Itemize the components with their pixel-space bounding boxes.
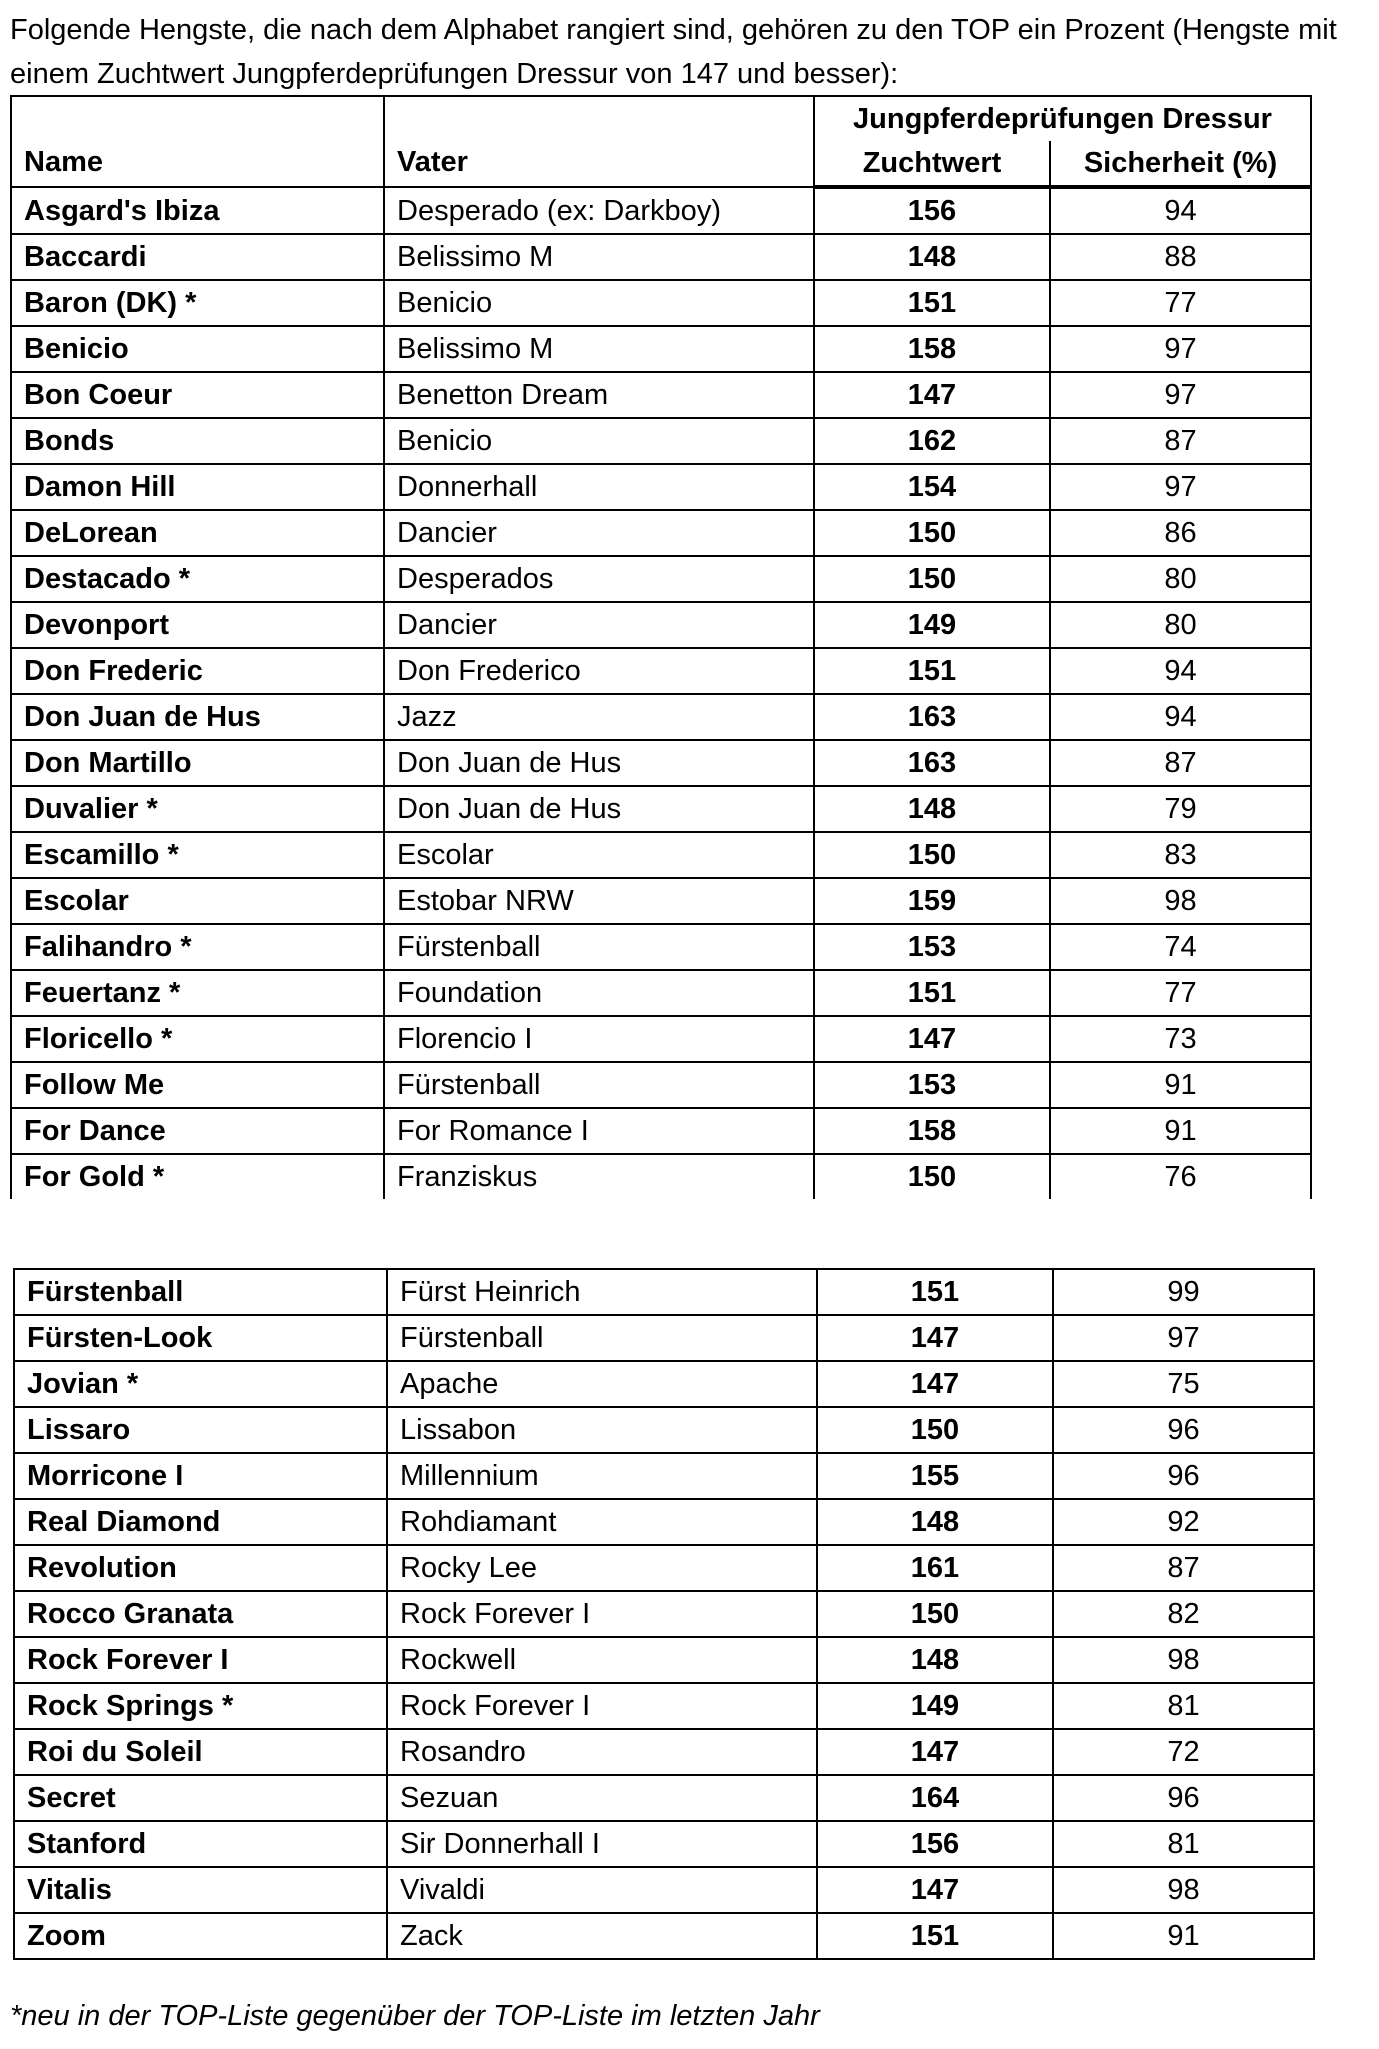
cell-vater: Benicio xyxy=(384,280,814,326)
cell-vater: Fürstenball xyxy=(384,924,814,970)
cell-zuchtwert: 151 xyxy=(814,970,1050,1016)
cell-vater: Jazz xyxy=(384,694,814,740)
table-row xyxy=(14,1775,1314,1821)
column-header-zuchtwert: Zuchtwert xyxy=(814,141,1050,187)
table-row xyxy=(11,464,1311,510)
table-row xyxy=(14,1545,1314,1591)
table-row xyxy=(14,1729,1314,1775)
table-row xyxy=(11,510,1311,556)
cell-name: Destacado * xyxy=(11,556,384,602)
column-group-header: Jungpferdeprüfungen Dressur xyxy=(814,96,1311,141)
cell-name: Damon Hill xyxy=(11,464,384,510)
cell-vater: Dancier xyxy=(384,602,814,648)
cell-zuchtwert: 162 xyxy=(814,418,1050,464)
cell-sicherheit: 77 xyxy=(1050,970,1311,1016)
cell-name: Duvalier * xyxy=(11,786,384,832)
cell-zuchtwert: 150 xyxy=(814,1154,1050,1199)
cell-zuchtwert: 149 xyxy=(817,1683,1053,1729)
cell-vater: Dancier xyxy=(384,510,814,556)
cell-zuchtwert: 148 xyxy=(814,234,1050,280)
cell-zuchtwert: 147 xyxy=(814,372,1050,418)
cell-sicherheit: 81 xyxy=(1053,1683,1314,1729)
table-row xyxy=(11,924,1311,970)
cell-zuchtwert: 147 xyxy=(817,1867,1053,1913)
table-row xyxy=(11,326,1311,372)
cell-zuchtwert: 151 xyxy=(814,280,1050,326)
cell-zuchtwert: 151 xyxy=(817,1913,1053,1959)
cell-name: Baccardi xyxy=(11,234,384,280)
table-row xyxy=(11,602,1311,648)
cell-vater: Benicio xyxy=(384,418,814,464)
table-row xyxy=(14,1407,1314,1453)
cell-sicherheit: 72 xyxy=(1053,1729,1314,1775)
table-row xyxy=(11,372,1311,418)
table-row xyxy=(11,1062,1311,1108)
table-row xyxy=(11,1154,1311,1199)
cell-name: Revolution xyxy=(14,1545,387,1591)
cell-zuchtwert: 150 xyxy=(817,1591,1053,1637)
cell-sicherheit: 91 xyxy=(1053,1913,1314,1959)
cell-vater: Foundation xyxy=(384,970,814,1016)
cell-sicherheit: 94 xyxy=(1050,694,1311,740)
cell-zuchtwert: 154 xyxy=(814,464,1050,510)
cell-sicherheit: 74 xyxy=(1050,924,1311,970)
cell-sicherheit: 94 xyxy=(1050,187,1311,234)
table-row xyxy=(11,970,1311,1016)
cell-vater: Fürstenball xyxy=(387,1315,817,1361)
cell-sicherheit: 76 xyxy=(1050,1154,1311,1199)
cell-vater: Escolar xyxy=(384,832,814,878)
cell-vater: Belissimo M xyxy=(384,234,814,280)
cell-zuchtwert: 147 xyxy=(814,1016,1050,1062)
table-row xyxy=(14,1591,1314,1637)
table-row xyxy=(14,1821,1314,1867)
cell-name: Escolar xyxy=(11,878,384,924)
cell-vater: Fürst Heinrich xyxy=(387,1269,817,1315)
cell-sicherheit: 88 xyxy=(1050,234,1311,280)
cell-vater: Rockwell xyxy=(387,1637,817,1683)
cell-name: Don Frederic xyxy=(11,648,384,694)
table-row xyxy=(11,786,1311,832)
table-row xyxy=(11,187,1311,234)
table-row xyxy=(14,1315,1314,1361)
cell-vater: Millennium xyxy=(387,1453,817,1499)
table-row xyxy=(11,234,1311,280)
cell-zuchtwert: 158 xyxy=(814,326,1050,372)
stallion-table-part-1 xyxy=(10,95,1312,1199)
cell-vater: Estobar NRW xyxy=(384,878,814,924)
cell-name: For Dance xyxy=(11,1108,384,1154)
cell-vater: Fürstenball xyxy=(384,1062,814,1108)
cell-name: Secret xyxy=(14,1775,387,1821)
cell-name: Baron (DK) * xyxy=(11,280,384,326)
table-row xyxy=(11,418,1311,464)
cell-name: Floricello * xyxy=(11,1016,384,1062)
cell-zuchtwert: 149 xyxy=(814,602,1050,648)
table-row xyxy=(14,1683,1314,1729)
cell-sicherheit: 97 xyxy=(1050,464,1311,510)
cell-sicherheit: 99 xyxy=(1053,1269,1314,1315)
cell-sicherheit: 82 xyxy=(1053,1591,1314,1637)
cell-name: Don Martillo xyxy=(11,740,384,786)
cell-name: Bonds xyxy=(11,418,384,464)
cell-zuchtwert: 151 xyxy=(814,648,1050,694)
cell-sicherheit: 79 xyxy=(1050,786,1311,832)
table-row xyxy=(14,1637,1314,1683)
cell-name: Benicio xyxy=(11,326,384,372)
table-row xyxy=(11,740,1311,786)
table-row xyxy=(11,878,1311,924)
table-body-1 xyxy=(11,187,1311,1199)
table-row xyxy=(11,694,1311,740)
cell-sicherheit: 97 xyxy=(1050,372,1311,418)
cell-sicherheit: 98 xyxy=(1053,1637,1314,1683)
cell-vater: Donnerhall xyxy=(384,464,814,510)
table-row xyxy=(14,1499,1314,1545)
cell-sicherheit: 96 xyxy=(1053,1407,1314,1453)
cell-zuchtwert: 164 xyxy=(817,1775,1053,1821)
cell-vater: Desperado (ex: Darkboy) xyxy=(384,187,814,234)
cell-sicherheit: 77 xyxy=(1050,280,1311,326)
cell-sicherheit: 97 xyxy=(1053,1315,1314,1361)
cell-name: Follow Me xyxy=(11,1062,384,1108)
intro-text: Folgende Hengste, die nach dem Alphabet rangiert sind, gehören zu den TOP ein Prozent (Hengste mit einem Zuchtwert Jungpferdeprüfungen Dressur von 147 und besser): xyxy=(10,14,1337,90)
cell-vater: Zack xyxy=(387,1913,817,1959)
cell-name: Escamillo * xyxy=(11,832,384,878)
cell-zuchtwert: 156 xyxy=(817,1821,1053,1867)
cell-zuchtwert: 151 xyxy=(817,1269,1053,1315)
cell-name: Stanford xyxy=(14,1821,387,1867)
cell-sicherheit: 96 xyxy=(1053,1453,1314,1499)
cell-name: Don Juan de Hus xyxy=(11,694,384,740)
cell-vater: Don Juan de Hus xyxy=(384,740,814,786)
cell-zuchtwert: 147 xyxy=(817,1729,1053,1775)
column-header-name: Name xyxy=(11,96,384,187)
cell-sicherheit: 97 xyxy=(1050,326,1311,372)
cell-name: DeLorean xyxy=(11,510,384,556)
cell-zuchtwert: 147 xyxy=(817,1361,1053,1407)
cell-sicherheit: 81 xyxy=(1053,1821,1314,1867)
cell-name: Jovian * xyxy=(14,1361,387,1407)
cell-vater: Florencio I xyxy=(384,1016,814,1062)
cell-name: Real Diamond xyxy=(14,1499,387,1545)
cell-sicherheit: 98 xyxy=(1053,1867,1314,1913)
cell-name: For Gold * xyxy=(11,1154,384,1199)
footnote: *neu in der TOP-Liste gegenüber der TOP-Liste im letzten Jahr xyxy=(10,2000,820,2032)
cell-zuchtwert: 153 xyxy=(814,924,1050,970)
table-row xyxy=(11,648,1311,694)
cell-zuchtwert: 147 xyxy=(817,1315,1053,1361)
cell-name: Zoom xyxy=(14,1913,387,1959)
cell-zuchtwert: 148 xyxy=(817,1637,1053,1683)
cell-vater: Sezuan xyxy=(387,1775,817,1821)
cell-sicherheit: 87 xyxy=(1053,1545,1314,1591)
cell-name: Vitalis xyxy=(14,1867,387,1913)
cell-vater: Apache xyxy=(387,1361,817,1407)
cell-zuchtwert: 163 xyxy=(814,694,1050,740)
cell-name: Morricone I xyxy=(14,1453,387,1499)
cell-vater: Don Juan de Hus xyxy=(384,786,814,832)
cell-sicherheit: 98 xyxy=(1050,878,1311,924)
cell-name: Fürstenball xyxy=(14,1269,387,1315)
cell-sicherheit: 83 xyxy=(1050,832,1311,878)
table-row xyxy=(14,1867,1314,1913)
cell-zuchtwert: 156 xyxy=(814,187,1050,234)
cell-name: Roi du Soleil xyxy=(14,1729,387,1775)
cell-sicherheit: 87 xyxy=(1050,418,1311,464)
cell-vater: Desperados xyxy=(384,556,814,602)
cell-zuchtwert: 153 xyxy=(814,1062,1050,1108)
table-row xyxy=(11,280,1311,326)
cell-vater: Rock Forever I xyxy=(387,1683,817,1729)
cell-vater: Vivaldi xyxy=(387,1867,817,1913)
table-row xyxy=(11,556,1311,602)
cell-vater: Benetton Dream xyxy=(384,372,814,418)
cell-sicherheit: 94 xyxy=(1050,648,1311,694)
cell-vater: For Romance I xyxy=(384,1108,814,1154)
cell-vater: Don Frederico xyxy=(384,648,814,694)
column-header-vater: Vater xyxy=(384,96,814,187)
table-row xyxy=(14,1269,1314,1315)
cell-zuchtwert: 150 xyxy=(814,832,1050,878)
cell-zuchtwert: 159 xyxy=(814,878,1050,924)
cell-name: Asgard's Ibiza xyxy=(11,187,384,234)
cell-sicherheit: 91 xyxy=(1050,1108,1311,1154)
cell-sicherheit: 73 xyxy=(1050,1016,1311,1062)
cell-vater: Rock Forever I xyxy=(387,1591,817,1637)
column-header-sicherheit: Sicherheit (%) xyxy=(1050,141,1311,187)
table-row xyxy=(14,1453,1314,1499)
table-row xyxy=(11,1108,1311,1154)
cell-name: Feuertanz * xyxy=(11,970,384,1016)
cell-vater: Rosandro xyxy=(387,1729,817,1775)
cell-name: Devonport xyxy=(11,602,384,648)
cell-zuchtwert: 150 xyxy=(817,1407,1053,1453)
cell-zuchtwert: 158 xyxy=(814,1108,1050,1154)
cell-name: Lissaro xyxy=(14,1407,387,1453)
cell-name: Fürsten-Look xyxy=(14,1315,387,1361)
table-row xyxy=(11,832,1311,878)
cell-zuchtwert: 150 xyxy=(814,556,1050,602)
cell-name: Rocco Granata xyxy=(14,1591,387,1637)
cell-name: Falihandro * xyxy=(11,924,384,970)
cell-zuchtwert: 148 xyxy=(814,786,1050,832)
stallion-table-part-2 xyxy=(13,1268,1315,1960)
cell-sicherheit: 96 xyxy=(1053,1775,1314,1821)
cell-zuchtwert: 148 xyxy=(817,1499,1053,1545)
cell-vater: Rohdiamant xyxy=(387,1499,817,1545)
cell-sicherheit: 75 xyxy=(1053,1361,1314,1407)
cell-zuchtwert: 150 xyxy=(814,510,1050,556)
cell-zuchtwert: 163 xyxy=(814,740,1050,786)
cell-name: Rock Springs * xyxy=(14,1683,387,1729)
table-row xyxy=(11,1016,1311,1062)
cell-name: Rock Forever I xyxy=(14,1637,387,1683)
cell-sicherheit: 80 xyxy=(1050,602,1311,648)
cell-vater: Franziskus xyxy=(384,1154,814,1199)
cell-sicherheit: 86 xyxy=(1050,510,1311,556)
cell-sicherheit: 92 xyxy=(1053,1499,1314,1545)
table-row xyxy=(14,1913,1314,1959)
cell-sicherheit: 91 xyxy=(1050,1062,1311,1108)
cell-vater: Belissimo M xyxy=(384,326,814,372)
table-body-2 xyxy=(14,1269,1314,1959)
cell-vater: Sir Donnerhall I xyxy=(387,1821,817,1867)
cell-zuchtwert: 155 xyxy=(817,1453,1053,1499)
cell-sicherheit: 87 xyxy=(1050,740,1311,786)
cell-sicherheit: 80 xyxy=(1050,556,1311,602)
table-row xyxy=(14,1361,1314,1407)
cell-vater: Lissabon xyxy=(387,1407,817,1453)
cell-name: Bon Coeur xyxy=(11,372,384,418)
cell-zuchtwert: 161 xyxy=(817,1545,1053,1591)
cell-vater: Rocky Lee xyxy=(387,1545,817,1591)
